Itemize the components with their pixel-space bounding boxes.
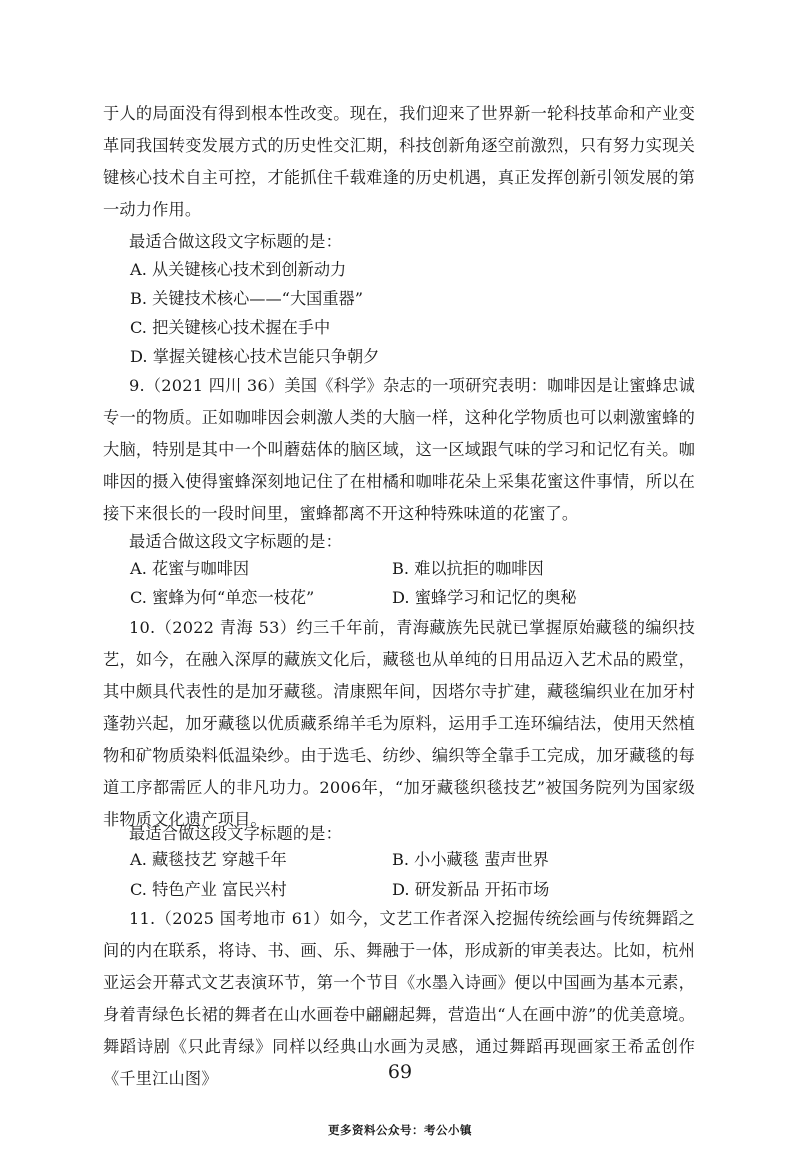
- paragraph-continuation: 于人的局面没有得到根本性改变。现在，我们迎来了世界新一轮科技革命和产业变革同我国转变发展方式的历史性交汇期，科技创新角逐空前激烈，只有努力实现关键核心技术自主可控，才能抓住千载难逢的历史机遇，真正发挥创新引领发展的第一动力作用。: [103, 104, 695, 219]
- question-9-text: 9.（2021 四川 36）美国《科学》杂志的一项研究表明：咖啡因是让蜜蜂忠诚专一的物质。正如咖啡因会刺激人类的大脑一样，这种化学物质也可以刺激蜜蜂的大脑，特别是其中一个叫蘑菇体的脑区域，这一区域跟气味的学习和记忆有关。咖啡因的摄入使得蜜蜂深刻地记住了在柑橘和咖啡花朵上采集花蜜这件事情，所以在接下来很长的一段时间里，蜜蜂都离不开这种特殊味道的花蜜了。: [103, 376, 695, 523]
- q10-option-b: B. 小小藏毯 蜚声世界: [392, 850, 549, 869]
- option-b: B. 关键技术核心——“大国重器”: [130, 289, 363, 308]
- question-10-prompt: 最适合做这段文字标题的是：: [129, 824, 343, 843]
- q10-option-c: C. 特色产业 富民兴村: [130, 880, 287, 899]
- page-number: 69: [387, 1061, 413, 1083]
- option-d: D. 掌握关键核心技术岂能只争朝夕: [130, 347, 380, 366]
- q9-option-c: C. 蜜蜂为何“单恋一枝花”: [130, 588, 315, 607]
- question-prompt: 最适合做这段文字标题的是：: [129, 232, 343, 251]
- question-9-prompt: 最适合做这段文字标题的是：: [129, 532, 343, 551]
- q9-option-d: D. 蜜蜂学习和记忆的奥秘: [392, 588, 577, 607]
- option-c: C. 把关键核心技术握在手中: [130, 318, 331, 337]
- q10-option-a: A. 藏毯技艺 穿越千年: [130, 850, 287, 869]
- option-a: A. 从关键核心技术到创新动力: [130, 260, 347, 279]
- q9-option-b: B. 难以抗拒的咖啡因: [392, 559, 544, 578]
- q10-option-d: D. 研发新品 开拓市场: [392, 880, 550, 899]
- question-11-text: 11.（2025 国考地市 61）如今，文艺工作者深入挖掘传统绘画与传统舞蹈之间的内在联系，将诗、书、画、乐、舞融于一体，形成新的审美表达。比如，杭州亚运会开幕式文艺表演环节，第一个节目《水墨入诗画》便以中国画为基本元素，身着青绿色长裙的舞者在山水画卷中翩翩起舞，营造出“人在画中游”的优美意境。舞蹈诗剧《只此青绿》同样以经典山水画为灵感，通过舞蹈再现画家王希孟创作《千里江山图》: [103, 909, 695, 1088]
- footer-watermark: 更多资料公众号：考公小镇: [328, 1123, 472, 1137]
- question-10-text: 10.（2022 青海 53）约三千年前，青海藏族先民就已掌握原始藏毯的编织技艺，如今，在融入深厚的藏族文化后，藏毯也从单纯的日用品迈入艺术品的殿堂，其中颇具代表性的是加牙藏毯。清康熙年间，因塔尔寺扩建，藏毯编织业在加牙村蓬勃兴起，加牙藏毯以优质藏系绵羊毛为原料，运用手工连环编结法，使用天然植物和矿物质染料低温染纱。由于选毛、纺纱、编织等全靠手工完成，加牙藏毯的每道工序都需匠人的非凡功力。2006年，“加牙藏毯织毯技艺”被国务院列为国家级非物质文化遗产项目。: [103, 618, 695, 829]
- q9-option-a: A. 花蜜与咖啡因: [130, 559, 250, 578]
